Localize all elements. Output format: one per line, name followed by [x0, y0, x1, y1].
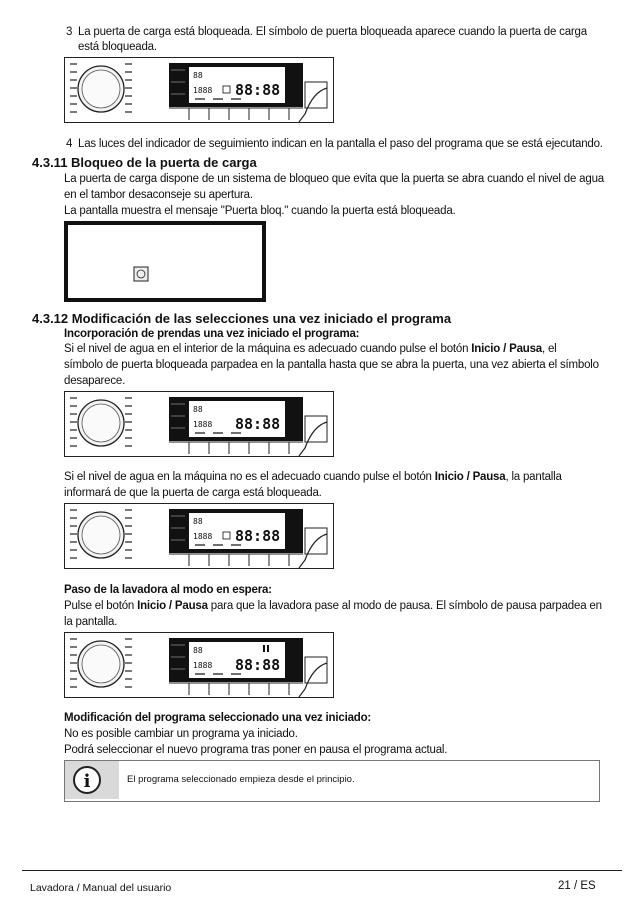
page-number: 21 / ES: [558, 880, 596, 892]
s4312-subheading-1: Incorporación de prendas una vez iniciado el programa:: [64, 328, 360, 340]
display-spin: 1888: [193, 86, 213, 95]
washer-panel-drawing: [65, 58, 333, 122]
s4312-subheading-2: Paso de la lavadora al modo en espera:: [64, 584, 272, 596]
display-time: 88:88: [235, 81, 281, 99]
display-temperature: 88: [193, 517, 203, 526]
s4312-p1-line3: desaparece.: [64, 375, 126, 387]
s4311-text-line1: La puerta de carga dispone de un sistema de bloqueo que evita que la puerta se abra cuando el nivel de agua: [64, 173, 604, 185]
washer-panel-drawing: [65, 633, 333, 697]
step-3-number: 3: [66, 26, 73, 38]
footer-rule: [22, 870, 622, 871]
display-time: 88:88: [235, 656, 281, 674]
step-4-number: 4: [66, 138, 73, 150]
washer-panel-illustration-4: [64, 632, 334, 698]
display-temperature: 88: [193, 646, 203, 655]
washer-panel-illustration-3: [64, 503, 334, 569]
washer-panel-illustration-1: [64, 57, 334, 123]
display-spin: 1888: [193, 661, 213, 670]
s4312-p1-line1: Si el nivel de agua en el interior de la máquina es adecuado cuando pulse el botón Inicio / Pausa, el: [64, 343, 557, 355]
door-locked-display-illustration: [64, 221, 266, 302]
step-4-text: Las luces del indicador de seguimiento indican en la pantalla el paso del programa que se está ejecutando.: [78, 138, 603, 150]
s4312-subheading-3: Modificación del programa seleccionado una vez iniciado:: [64, 712, 372, 724]
s4312-p4-line1: No es posible cambiar un programa ya iniciado.: [64, 728, 298, 740]
display-spin: 1888: [193, 420, 213, 429]
section-4-3-12-title: 4.3.12 Modificación de las selecciones una vez iniciado el programa: [32, 311, 452, 326]
display-temperature: 88: [193, 71, 203, 80]
door-locked-drawing: [68, 225, 262, 298]
door-lock-icon: [134, 267, 148, 281]
display-spin: 1888: [193, 532, 213, 541]
s4311-text-line3: La pantalla muestra el mensaje "Puerta bloq." cuando la puerta está bloqueada.: [64, 205, 456, 217]
svg-text:i: i: [83, 771, 91, 792]
display-temperature: 88: [193, 405, 203, 414]
display-time: 88:88: [235, 415, 281, 433]
section-4-3-11-title: 4.3.11 Bloqueo de la puerta de carga: [32, 155, 257, 170]
info-note-text: El programa seleccionado empieza desde el principio.: [127, 774, 355, 785]
step-3-text-line2: está bloqueada.: [78, 41, 157, 53]
info-icon: [65, 761, 119, 799]
washer-panel-illustration-2: [64, 391, 334, 457]
s4312-p2-line1: Si el nivel de agua en la máquina no es el adecuado cuando pulse el botón Inicio / Pausa, la pantalla: [64, 471, 562, 483]
s4312-p4-line2: Podrá seleccionar el nuevo programa tras poner en pausa el programa actual.: [64, 744, 448, 756]
footer-title: Lavadora / Manual del usuario: [30, 882, 172, 894]
s4312-p2-line2: informará de que la puerta de carga está bloqueada.: [64, 487, 322, 499]
s4312-p3-line1: Pulse el botón Inicio / Pausa para que la lavadora pase al modo de pausa. El símbolo de pausa parpadea en: [64, 600, 602, 612]
s4312-p3-line2: la pantalla.: [64, 616, 118, 628]
info-icon-box: [65, 761, 119, 799]
step-3-text-line1: La puerta de carga está bloqueada. El símbolo de puerta bloqueada aparece cuando la puerta de carga: [78, 26, 587, 38]
washer-panel-drawing: [65, 504, 333, 568]
s4312-p1-line2: símbolo de puerta bloqueada parpadea en la pantalla hasta que se abra la puerta, una vez abierta el símbolo: [64, 359, 599, 371]
s4311-text-line2: en el tambor desaconseje su apertura.: [64, 189, 253, 201]
info-note: [64, 760, 600, 802]
display-time: 88:88: [235, 527, 281, 545]
washer-panel-drawing: [65, 392, 333, 456]
